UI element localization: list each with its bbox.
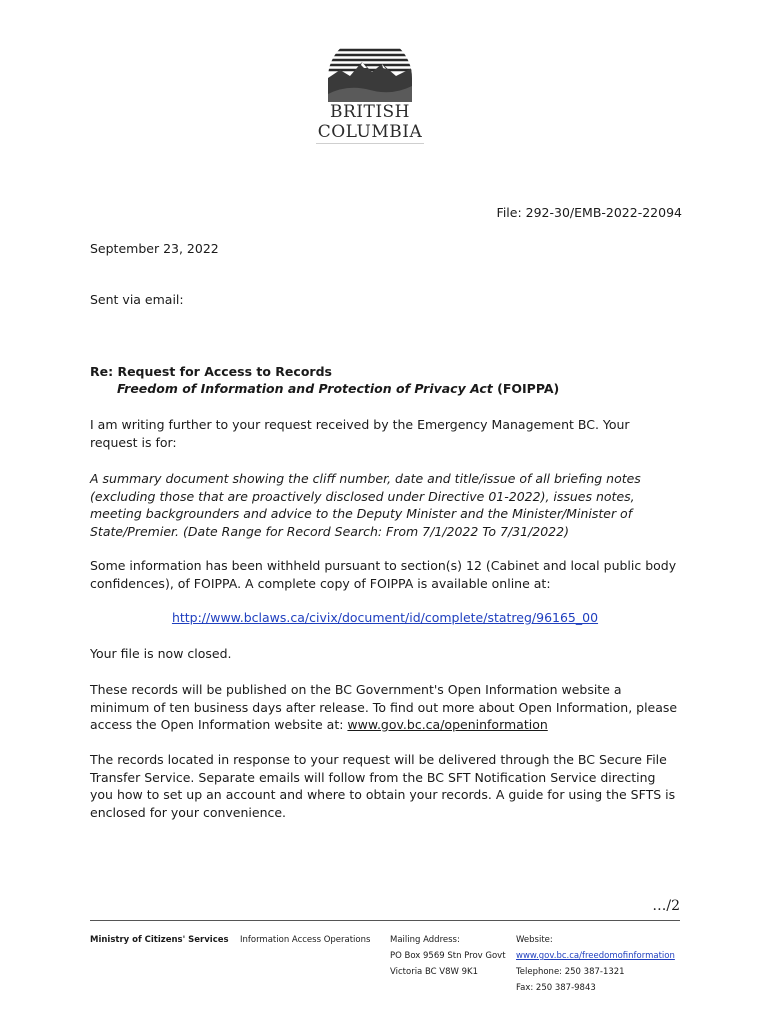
re-act-line <box>117 380 559 398</box>
footer-web-label: Website: <box>516 935 553 945</box>
request-description: A summary document showing the cliff number, date and title/issue of all briefing notes (excluding those that are proactively disclosed under Directive 01-2022), issues notes, meeting backgrounders and advice to the Deputy Minister and the Minister/Minister of State/Premier. (Date Range for Record Search: From 7/1/2022 To 7/31/2022) <box>90 471 641 539</box>
paragraph-sfts: The records located in response to your request will be delivered through the BC Secure File Transfer Service. Separate emails will follow from the BC SFT Notification Service directing you how to set up an account and where to obtain your records. A guide for using the SFTS is enclosed for your convenience. <box>90 752 676 820</box>
logo-word-columbia: COLUMBIA <box>317 122 423 142</box>
act-abbrev: (FOIPPA) <box>492 381 560 396</box>
footer-web-wrap <box>516 948 675 964</box>
bc-government-logo <box>312 44 428 144</box>
foippa-link[interactable]: http://www.bclaws.ca/civix/document/id/complete/statreg/96165_00 <box>171 610 599 625</box>
open-info-text: These records will be published on the BC Government's Open Information website a minimum of ten business days after release. To find out more about Open Information, please access the Open Information website at: <box>90 682 678 732</box>
footer-branch: Information Access Operations <box>240 935 371 945</box>
footer-divider <box>90 920 680 921</box>
re-subject: Re: Request for Access to Records <box>90 364 332 379</box>
logo-divider <box>316 143 424 144</box>
paragraph-withheld: Some information has been withheld pursuant to section(s) 12 (Cabinet and local public body confidences), of FOIPPA. A complete copy of FOIPPA is available online at: <box>90 558 677 591</box>
paragraph-file-closed: Your file is now closed. <box>90 646 232 661</box>
act-name: Freedom of Information and Protection of Privacy Act <box>117 381 493 396</box>
footer-telephone: Telephone: 250 387-1321 <box>516 967 625 977</box>
footer-ministry: Ministry of Citizens' Services <box>90 935 229 945</box>
footer-fax: Fax: 250 387-9843 <box>516 983 596 993</box>
footer-mail-label: Mailing Address: <box>390 935 460 945</box>
paragraph-open-information <box>90 681 680 734</box>
file-reference: File: 292-30/EMB-2022-22094 <box>496 205 682 220</box>
footer-website-link[interactable]: www.gov.bc.ca/freedomofinformation <box>516 951 675 961</box>
page-marker: …/2 <box>652 898 680 914</box>
letter-date: September 23, 2022 <box>90 241 219 256</box>
footer-mail-line1: PO Box 9569 Stn Prov Govt <box>390 951 506 961</box>
footer-mail-line2: Victoria BC V8W 9K1 <box>390 967 479 977</box>
logo-word-british: BRITISH <box>329 102 411 122</box>
open-information-link[interactable]: www.gov.bc.ca/openinformation <box>347 717 548 732</box>
sent-via: Sent via email: <box>90 292 184 307</box>
paragraph-intro: I am writing further to your request received by the Emergency Management BC. Your request is for: <box>90 417 630 450</box>
bc-sun-mountains-icon <box>326 44 414 104</box>
